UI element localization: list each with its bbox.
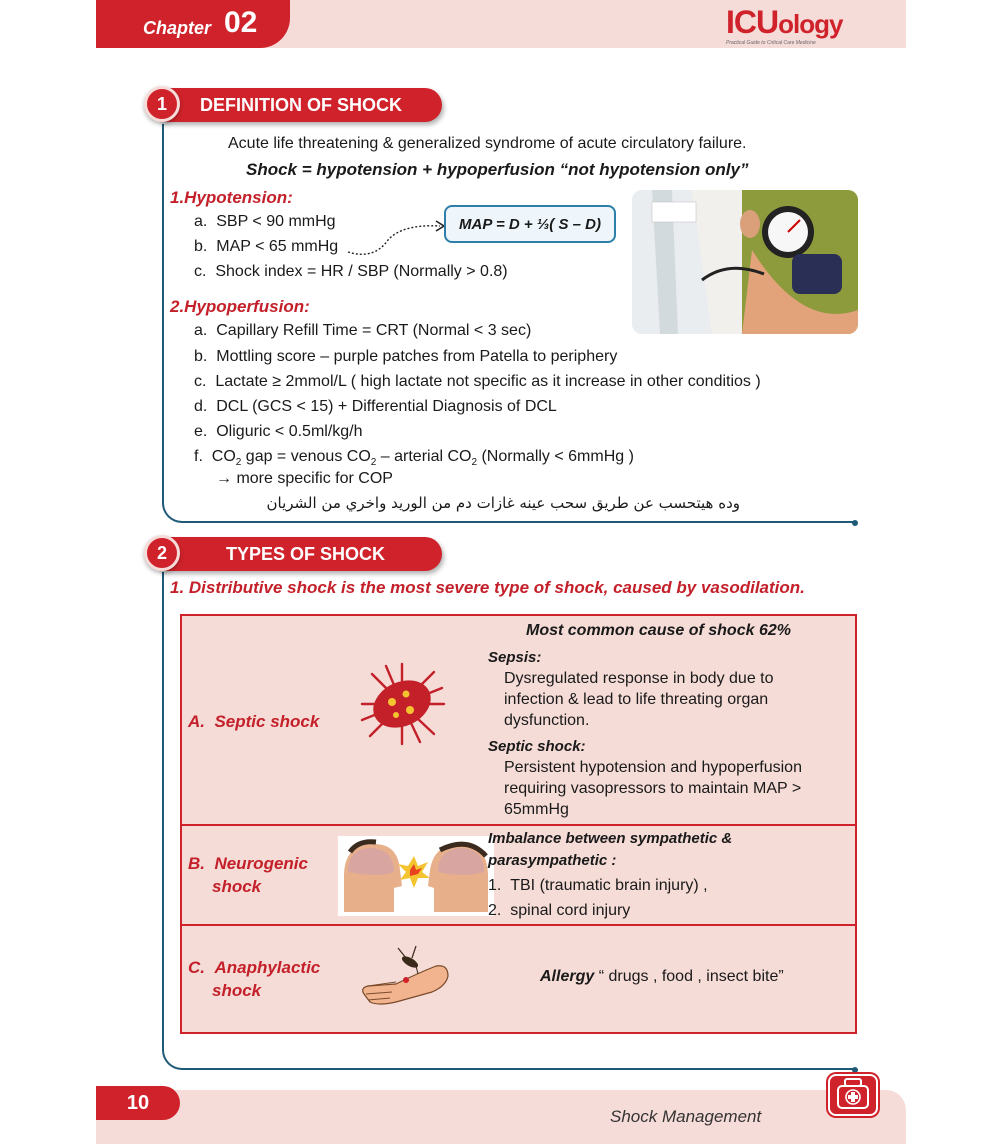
- septic-line: Persistent hypotension and hypoperfusion: [504, 759, 802, 776]
- map-formula-box: MAP = D + ⅓( S – D): [444, 205, 616, 243]
- icuology-logo: ICUology Practical Guide to Critical Care Medicine: [726, 6, 846, 46]
- insect-bite-hand-icon: [356, 944, 452, 1010]
- blood-pressure-photo: [632, 190, 858, 334]
- list-item: b. MAP < 65 mmHg: [194, 238, 339, 255]
- shock-intro: Acute life threatening & generalized syndrome of acute circulatory failure.: [228, 135, 747, 152]
- co2-gap-note: → more specific for COP: [216, 470, 393, 487]
- section1-frame-dot: [852, 520, 858, 526]
- section2-frame-dot: [852, 1067, 858, 1073]
- section2-title-pill: [160, 537, 442, 571]
- shock-types-table: [180, 614, 857, 1034]
- list-item: c. Lactate ≥ 2mmol/L ( high lactate not specific as it increase in other conditios ): [194, 373, 761, 390]
- list-item: 1. TBI (traumatic brain injury) ,: [488, 877, 708, 894]
- section1-title-pill: [160, 88, 442, 122]
- sepsis-line: infection & lead to life threating organ: [504, 691, 769, 708]
- list-item: 2. spinal cord injury: [488, 902, 631, 919]
- septic-label: A. Septic shock: [188, 712, 320, 731]
- neurogenic-label-line2: shock: [212, 877, 262, 896]
- arrow-icon: [344, 216, 448, 260]
- footer-band: [96, 1090, 906, 1144]
- neurogenic-heading-line2: parasympathetic :: [488, 852, 617, 869]
- neurogenic-heading: Imbalance between sympathetic &: [488, 830, 733, 847]
- section2-title: TYPES OF SHOCK: [226, 543, 386, 564]
- first-aid-kit-icon: [828, 1074, 878, 1116]
- sepsis-line: Dysregulated response in body due to: [504, 670, 774, 687]
- list-item: e. Oliguric < 0.5ml/kg/h: [194, 423, 363, 440]
- arabic-note: وده هيتحسب عن طريق سحب عينه غازات دم من الوريد واخري من الشريان: [266, 494, 740, 512]
- distributive-heading: 1. Distributive shock is the most severe type of shock, caused by vasodilation.: [170, 578, 805, 597]
- section1-title: DEFINITION OF SHOCK: [200, 94, 402, 115]
- list-item: d. DCL (GCS < 15) + Differential Diagnosis of DCL: [194, 398, 557, 415]
- septic-header: Most common cause of shock 62%: [526, 622, 791, 639]
- brain-injury-icon: [338, 836, 494, 916]
- chapter-number: 02: [224, 6, 258, 39]
- list-item: a. SBP < 90 mmHg: [194, 213, 336, 230]
- chapter-tab: [96, 0, 290, 48]
- hypotension-heading: 1.Hypotension:: [170, 188, 293, 207]
- list-item: a. Capillary Refill Time = CRT (Normal < 3 sec): [194, 322, 532, 339]
- section1-number: 1: [144, 86, 180, 122]
- allergy-text: Allergy “ drugs , food , insect bite”: [540, 968, 784, 985]
- section2-number: 2: [144, 535, 180, 571]
- anaphylactic-label-line2: shock: [212, 981, 262, 1000]
- table-row-anaphylactic: [182, 926, 855, 1032]
- list-item: c. Shock index = HR / SBP (Normally > 0.8): [194, 263, 508, 280]
- neurogenic-label: B. Neurogenic: [188, 854, 308, 873]
- sepsis-line: dysfunction.: [504, 712, 590, 729]
- table-row-neurogenic: [182, 826, 855, 926]
- sepsis-heading: Sepsis:: [488, 649, 542, 666]
- co2-gap-item: f. $CO_2$ gap = venous $CO_2$ – arterial $CO_2$ (Normally < 6mmHg ): [194, 448, 634, 469]
- list-item: b. Mottling score – purple patches from Patella to periphery: [194, 348, 618, 365]
- footer-title: Shock Management: [610, 1107, 762, 1126]
- anaphylactic-label: C. Anaphylactic: [188, 958, 321, 977]
- chapter-label: Chapter: [143, 18, 212, 38]
- page-number: 10: [96, 1086, 180, 1120]
- septic-line: 65mmHg: [504, 801, 569, 818]
- bacteria-icon: [356, 660, 448, 748]
- table-row-septic: [182, 616, 855, 826]
- logo-tagline: Practical Guide to Critical Care Medicine: [726, 40, 816, 46]
- hypoperfusion-heading: 2.Hypoperfusion:: [170, 297, 310, 316]
- septic-line: requiring vasopressors to maintain MAP >: [504, 780, 802, 797]
- shock-equation: Shock = hypotension + hypoperfusion “not hypotension only”: [246, 160, 749, 179]
- septic-shock-heading: Septic shock:: [488, 738, 586, 755]
